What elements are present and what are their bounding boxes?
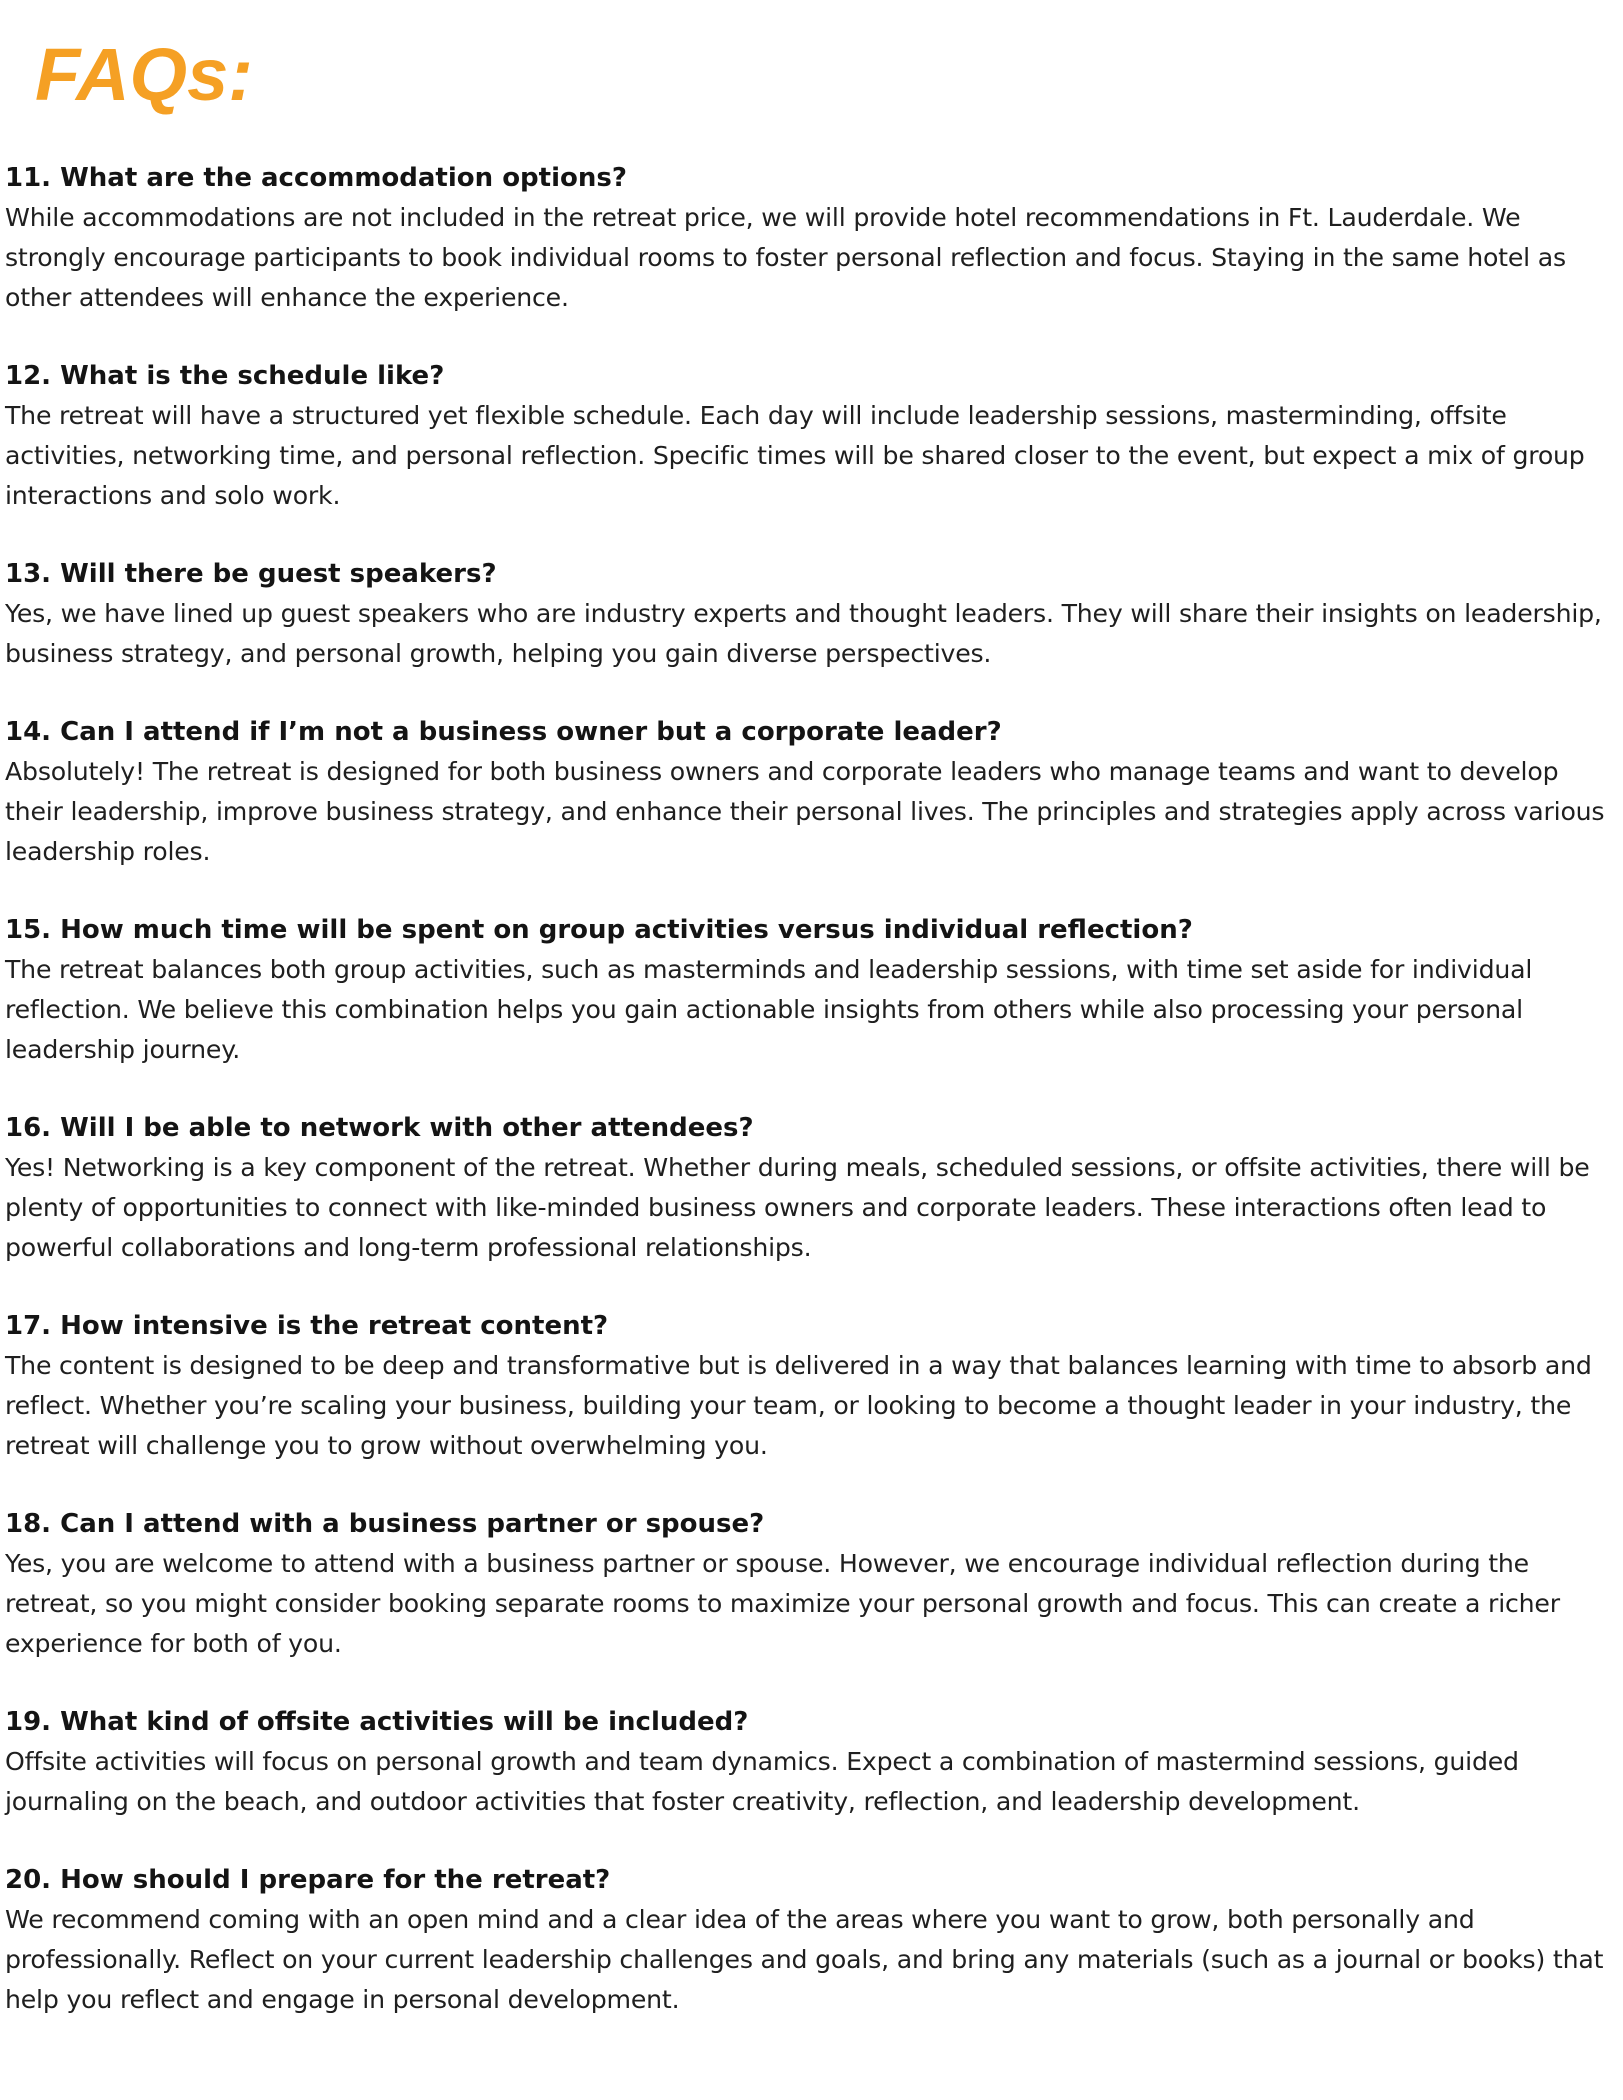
- faq-answer: Yes, you are welcome to attend with a business partner or spouse. However, we encourage individual reflection during the retreat, so you might consider booking separate rooms to maximize your personal growth and focus. This can create a richer experience for both of you.: [5, 1549, 1560, 1658]
- faq-question: 15. How much time will be spent on group activities versus individual reflection?: [5, 915, 1193, 945]
- faq-question: 19. What kind of offsite activities will be included?: [5, 1707, 749, 1737]
- faq-answer: Absolutely! The retreat is designed for both business owners and corporate leaders who manage teams and want to develop their leadership, improve business strategy, and enhance their personal lives. The principles and strategies apply across various leadership roles.: [5, 757, 1605, 866]
- faq-question: 14. Can I attend if I’m not a business owner but a corporate leader?: [5, 717, 1002, 747]
- faq-answer: While accommodations are not included in the retreat price, we will provide hotel recommendations in Ft. Lauderdale. We strongly encourage participants to book individual rooms to foster personal reflection and focus. Staying in the same hotel as other attendees will enhance the experience.: [5, 203, 1566, 312]
- faq-item-13: [5, 554, 1615, 674]
- faq-question: 11. What are the accommodation options?: [5, 163, 627, 193]
- faq-answer: Yes! Networking is a key component of the retreat. Whether during meals, scheduled sessions, or offsite activities, there will be plenty of opportunities to connect with like-minded business owners and corporate leaders. These interactions often lead to powerful collaborations and long-term professional relationships.: [5, 1153, 1590, 1262]
- faq-question: 16. Will I be able to network with other attendees?: [5, 1113, 754, 1143]
- faq-item-19: [5, 1702, 1615, 1822]
- faq-question: 20. How should I prepare for the retreat?: [5, 1865, 611, 1895]
- faq-question: 12. What is the schedule like?: [5, 361, 445, 391]
- faq-item-11: [5, 158, 1615, 318]
- faq-item-20: [5, 1860, 1615, 2020]
- faq-item-15: [5, 910, 1615, 1070]
- faq-list: [5, 158, 1615, 2058]
- faq-item-12: [5, 356, 1615, 516]
- faq-question: 18. Can I attend with a business partner or spouse?: [5, 1509, 765, 1539]
- page-title: FAQs:: [35, 33, 253, 116]
- faq-answer: The retreat will have a structured yet flexible schedule. Each day will include leadership sessions, masterminding, offsite activities, networking time, and personal reflection. Specific times will be shared closer to the event, but expect a mix of group interactions and solo work.: [5, 401, 1585, 510]
- faq-answer: Offsite activities will focus on personal growth and team dynamics. Expect a combination of mastermind sessions, guided journaling on the beach, and outdoor activities that foster creativity, reflection, and leadership development.: [5, 1747, 1519, 1816]
- faq-item-17: [5, 1306, 1615, 1466]
- faq-question: 13. Will there be guest speakers?: [5, 559, 497, 589]
- faq-answer: Yes, we have lined up guest speakers who are industry experts and thought leaders. They will share their insights on leadership, business strategy, and personal growth, helping you gain diverse perspectives.: [5, 599, 1602, 668]
- faq-item-16: [5, 1108, 1615, 1268]
- faq-answer: We recommend coming with an open mind and a clear idea of the areas where you want to grow, both personally and professionally. Reflect on your current leadership challenges and goals, and bring any materials (such as a journal or books) that help you reflect and engage in personal development.: [5, 1905, 1604, 2014]
- faq-answer: The content is designed to be deep and transformative but is delivered in a way that balances learning with time to absorb and reflect. Whether you’re scaling your business, building your team, or looking to become a thought leader in your industry, the retreat will challenge you to grow without overwhelming you.: [5, 1351, 1592, 1460]
- faq-item-14: [5, 712, 1615, 872]
- faq-item-18: [5, 1504, 1615, 1664]
- faq-question: 17. How intensive is the retreat content?: [5, 1311, 609, 1341]
- faq-answer: The retreat balances both group activities, such as masterminds and leadership sessions, with time set aside for individual reflection. We believe this combination helps you gain actionable insights from others while also processing your personal leadership journey.: [5, 955, 1533, 1064]
